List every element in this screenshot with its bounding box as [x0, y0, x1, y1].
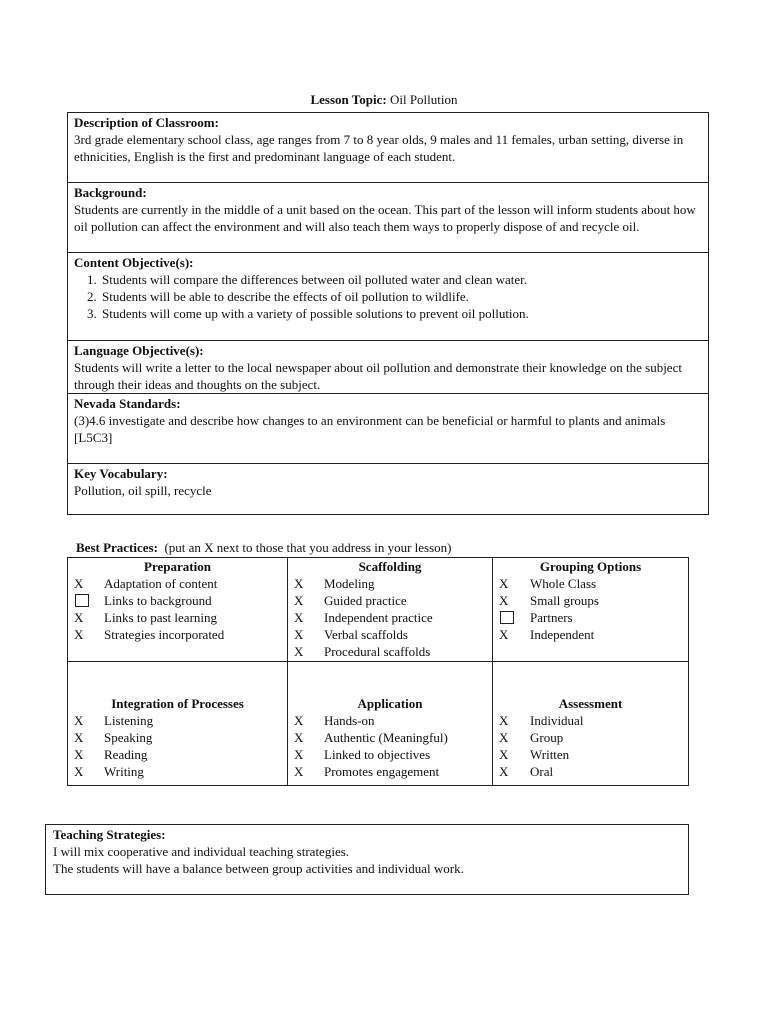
teaching-strategies-box [45, 824, 689, 895]
practice-item [493, 763, 688, 780]
practice-item [288, 746, 492, 763]
practice-item [288, 609, 492, 626]
check-mark[interactable]: X [499, 576, 509, 591]
section-background [68, 183, 708, 253]
check-mark[interactable]: X [294, 576, 304, 591]
practice-label: Partners [530, 610, 573, 625]
section-title: Language Objective(s): [74, 343, 204, 358]
practice-label: Authentic (Meaningful) [324, 730, 448, 745]
cell-title: Grouping Options [539, 559, 642, 574]
best-practices-heading [76, 539, 451, 556]
practice-item [493, 712, 688, 729]
check-mark[interactable]: X [499, 627, 509, 642]
practice-label: Guided practice [324, 593, 407, 608]
practice-item [493, 729, 688, 746]
objective-item: 2. Students will be able to describe the effects of oil pollution to wildlife. [100, 288, 702, 305]
section-title: Nevada Standards: [74, 396, 181, 411]
check-mark[interactable]: X [74, 764, 84, 779]
objective-item: 1. Students will compare the differences between oil polluted water and clean water. [100, 271, 702, 288]
teaching-strategies-line: The students will have a balance between group activities and individual work. [53, 861, 464, 876]
lesson-topic-value: Oil Pollution [389, 92, 458, 107]
practice-label: Modeling [324, 576, 375, 591]
practice-item [288, 729, 492, 746]
cell-assessment [493, 662, 689, 786]
objectives-list [74, 271, 702, 322]
cell-title: Integration of Processes [111, 696, 244, 711]
practice-label: Independent [530, 627, 595, 642]
practice-item [288, 592, 492, 609]
practice-label: Verbal scaffolds [324, 627, 408, 642]
section-content-objectives [68, 253, 708, 341]
practice-label: Hands-on [324, 713, 375, 728]
check-mark[interactable]: X [499, 593, 509, 608]
practice-item [493, 609, 688, 626]
section-classroom [68, 113, 708, 183]
section-title: Background: [74, 185, 147, 200]
cell-grouping-options [493, 558, 689, 662]
practice-label: Links to past learning [104, 610, 218, 625]
teaching-strategies-line: I will mix cooperative and individual teaching strategies. [53, 844, 350, 859]
cell-title: Preparation [144, 559, 211, 574]
section-body: Students will write a letter to the local newspaper about oil pollution and demonstrate their knowledge on the subject through their ideas and thoughts on the subject. [74, 360, 682, 392]
practice-label: Written [530, 747, 570, 762]
practice-label: Listening [104, 713, 154, 728]
check-mark[interactable]: X [74, 747, 84, 762]
best-practices-note: (put an X next to those that you address in your lesson) [164, 540, 452, 555]
cell-application [288, 662, 493, 786]
cell-scaffolding [288, 558, 493, 662]
practice-label: Procedural scaffolds [324, 644, 431, 659]
check-mark[interactable]: X [74, 730, 84, 745]
practice-item [493, 626, 688, 643]
practice-item [68, 592, 287, 609]
section-body: 3rd grade elementary school class, age ranges from 7 to 8 year olds, 9 males and 11 females, urban setting, diverse in ethnicities, English is the first and predominant language of each student. [74, 132, 684, 164]
section-body: (3)4.6 investigate and describe how changes to an environment can be beneficial or harmful to plants and animals [L5C3] [74, 413, 666, 445]
cell-integration-of-processes [68, 662, 288, 786]
check-mark[interactable]: X [74, 627, 84, 642]
best-practices-title: Best Practices: [76, 540, 158, 555]
section-title: Content Objective(s): [74, 255, 194, 270]
practice-item [288, 712, 492, 729]
check-mark[interactable]: X [294, 747, 304, 762]
check-mark[interactable]: X [499, 764, 509, 779]
check-mark[interactable]: X [294, 627, 304, 642]
practice-label: Individual [530, 713, 584, 728]
practice-label: Oral [530, 764, 554, 779]
check-mark[interactable]: X [294, 730, 304, 745]
check-mark[interactable]: X [499, 730, 509, 745]
empty-checkbox[interactable] [75, 594, 89, 607]
lesson-topic-label: Lesson Topic: [310, 92, 387, 107]
practice-label: Promotes engagement [324, 764, 440, 779]
cell-title: Application [357, 696, 423, 711]
practice-item [68, 712, 287, 729]
check-mark[interactable]: X [74, 610, 84, 625]
practice-item [493, 592, 688, 609]
practice-item [493, 746, 688, 763]
practice-label: Speaking [104, 730, 153, 745]
practice-item [68, 729, 287, 746]
section-key-vocabulary [68, 464, 708, 514]
practice-item [68, 746, 287, 763]
table-row [68, 662, 689, 786]
cell-preparation [68, 558, 288, 662]
check-mark[interactable]: X [74, 576, 84, 591]
practice-item [288, 763, 492, 780]
practice-label: Small groups [530, 593, 599, 608]
objective-item: 3. Students will come up with a variety of possible solutions to prevent oil pollution. [100, 305, 702, 322]
check-mark[interactable]: X [294, 644, 304, 659]
practice-label: Whole Class [530, 576, 597, 591]
section-nevada-standards [68, 394, 708, 464]
table-row [68, 558, 689, 662]
check-mark[interactable]: X [294, 610, 304, 625]
check-mark[interactable]: X [74, 713, 84, 728]
practice-label: Strategies incorporated [104, 627, 225, 642]
section-title: Description of Classroom: [74, 115, 219, 130]
practice-item [68, 626, 287, 643]
practice-label: Group [530, 730, 564, 745]
check-mark[interactable]: X [294, 593, 304, 608]
check-mark[interactable]: X [499, 747, 509, 762]
teaching-strategies-title: Teaching Strategies: [53, 827, 166, 842]
cell-title: Scaffolding [358, 559, 422, 574]
practice-item [288, 626, 492, 643]
practice-label: Independent practice [324, 610, 433, 625]
check-mark[interactable]: X [294, 713, 304, 728]
section-language-objectives [68, 341, 708, 394]
lesson-topic-heading [0, 91, 768, 108]
practice-item [68, 763, 287, 780]
best-practices-table [67, 557, 689, 786]
practice-label: Reading [104, 747, 148, 762]
practice-label: Links to background [104, 593, 212, 608]
section-body: Pollution, oil spill, recycle [74, 483, 212, 498]
section-title: Key Vocabulary: [74, 466, 168, 481]
practice-item [68, 609, 287, 626]
check-mark[interactable]: X [294, 764, 304, 779]
practice-label: Adaptation of content [104, 576, 218, 591]
lesson-info-box [67, 112, 709, 515]
practice-label: Linked to objectives [324, 747, 431, 762]
practice-item [288, 575, 492, 592]
practice-label: Writing [104, 764, 144, 779]
section-body: Students are currently in the middle of a unit based on the ocean. This part of the lesson will inform students about how oil pollution can affect the environment and will also teach them ways to properly dispose of and recycle oil. [74, 202, 696, 234]
practice-item [288, 643, 492, 660]
practice-item [493, 575, 688, 592]
check-mark[interactable]: X [499, 713, 509, 728]
cell-title: Assessment [558, 696, 623, 711]
empty-checkbox[interactable] [500, 611, 514, 624]
practice-item [68, 575, 287, 592]
